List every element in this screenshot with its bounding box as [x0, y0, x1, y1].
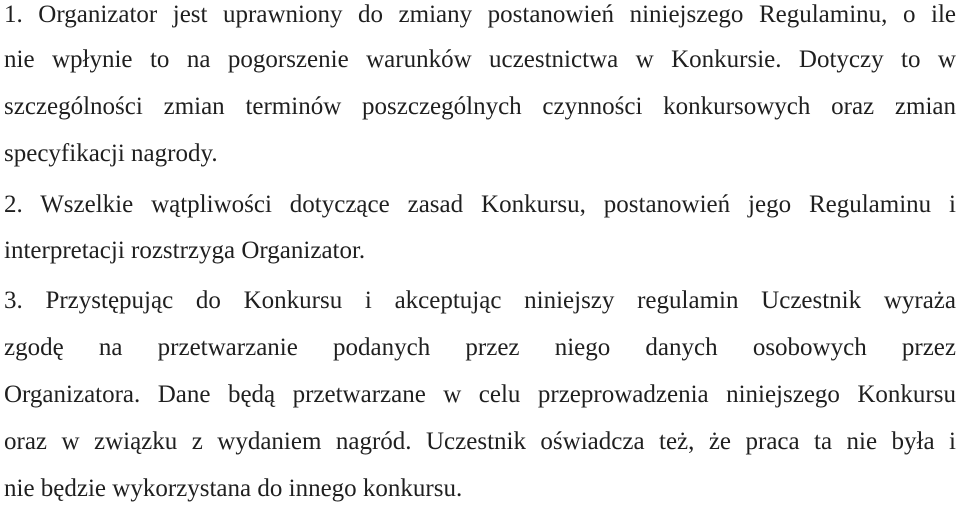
paragraph-1-line-1: 1. Organizator jest uprawniony do zmiany postanowień niniejszego Regulaminu, o ile — [4, 1, 956, 28]
paragraph-2-line-2: interpretacji rozstrzyga Organizator. — [4, 237, 366, 264]
paragraph-1-line-3: szczególności zmian terminów poszczególnych czynności konkursowych oraz zmian — [4, 93, 956, 120]
paragraph-3-line-3: Organizatora. Dane będą przetwarzane w celu przeprowadzenia niniejszego Konkursu — [4, 381, 956, 408]
paragraph-2-line-1: 2. Wszelkie wątpliwości dotyczące zasad Konkursu, postanowień jego Regulaminu i — [4, 191, 956, 218]
paragraph-1-line-4: specyfikacji nagrody. — [4, 140, 218, 167]
paragraph-1-line-2: nie wpłynie to na pogorszenie warunków uczestnictwa w Konkursie. Dotyczy to w — [4, 46, 956, 73]
paragraph-3-line-4: oraz w związku z wydaniem nagród. Uczestnik oświadcza też, że praca ta nie była i — [4, 428, 956, 455]
paragraph-3-line-5: nie będzie wykorzystana do innego konkursu. — [4, 475, 463, 502]
paragraph-3-line-2: zgodę na przetwarzanie podanych przez niego danych osobowych przez — [4, 334, 956, 361]
paragraph-3-line-1: 3. Przystępując do Konkursu i akceptując niniejszy regulamin Uczestnik wyraża — [4, 287, 956, 314]
